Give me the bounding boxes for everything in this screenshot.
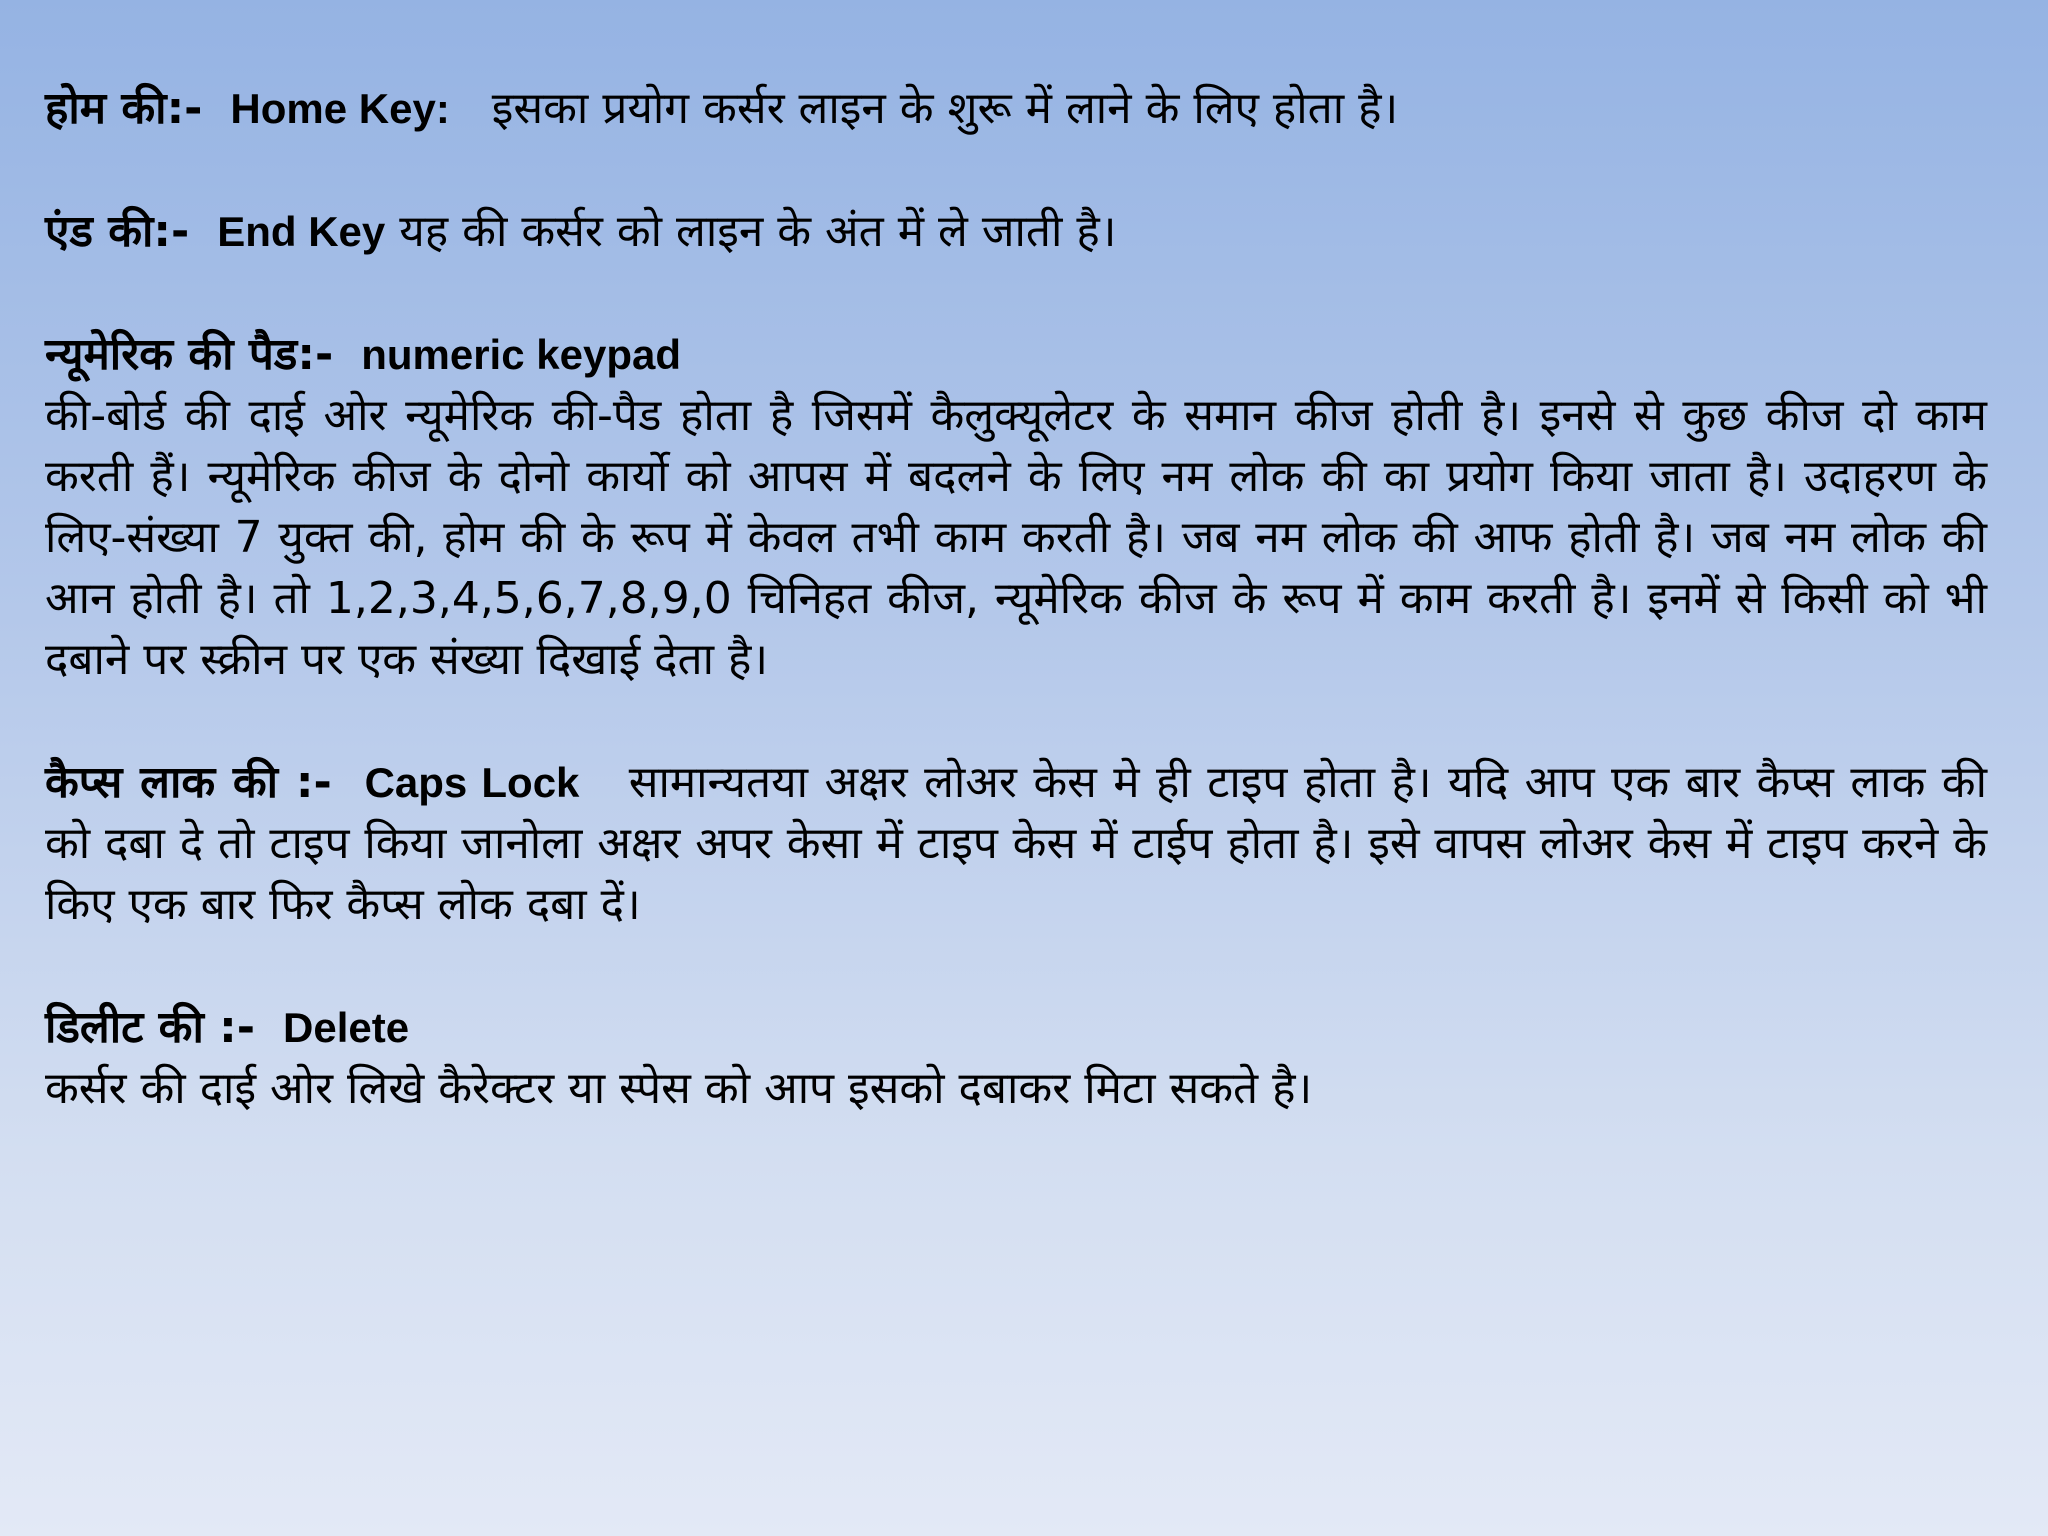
caps-lock-heading-english: Caps Lock	[364, 759, 580, 806]
caps-lock-paragraph	[45, 752, 1987, 935]
spacer	[45, 139, 1987, 201]
delete-key-heading-hindi: डिलीट की :-	[45, 1002, 256, 1053]
caps-lock-heading-hindi: कैप्स लाक की :-	[45, 757, 332, 808]
delete-key-description: कर्सर की दाई ओर लिखे कैरेक्टर या स्पेस को आप इसको दबाकर मिटा सकते है।	[45, 1063, 1313, 1114]
numeric-keypad-heading-line	[45, 324, 1987, 385]
delete-key-heading-line	[45, 997, 1987, 1058]
home-key-description: इसका प्रयोग कर्सर लाइन के शुरू में लाने के लिए होता है।	[491, 83, 1399, 134]
home-key-paragraph	[45, 78, 1987, 139]
numeric-keypad-heading-english: numeric keypad	[361, 331, 682, 378]
end-key-heading-hindi: एंड की:-	[45, 206, 190, 257]
home-key-heading-english: Home Key:	[230, 85, 450, 132]
caps-lock-description: सामान्यतया अक्षर लोअर केस मे ही टाइप होता है। यदि आप एक बार कैप्स लाक की को दबा दे तो टाइप किया जानोला अक्षर अपर केसा में टाइप केस में टाईप होता है। इसे वापस लोअर केस में टाइप करने के किए एक बार फिर कैप्स लोक दबा दें।	[45, 757, 1987, 930]
end-key-description: यह की कर्सर को लाइन के अंत में ले जाती है।	[399, 206, 1117, 257]
spacer	[45, 690, 1987, 752]
spacer	[45, 262, 1987, 324]
numeric-keypad-description: की-बोर्ड की दाई ओर न्यूमेरिक की-पैड होता है जिसमें कैलुक्यूलेटर के समान कीज होती है। इनसे से कुछ कीज दो काम करती हैं। न्यूमेरिक कीज के दोनो कार्यो को आपस में बदलने के लिए नम लोक की का प्रयोग किया जाता है। उदाहरण के लिए-संख्या 7 युक्त की, होम की के रूप में केवल तभी काम करती है। जब नम लोक की आफ होती है। जब नम लोक की आन होती है। तो 1,2,3,4,5,6,7,8,9,0 चिनिहत कीज, न्यूमेरिक कीज के रूप में काम करती है। इनमें से किसी को भी दबाने पर स्क्रीन पर एक संख्या दिखाई देता है।	[45, 390, 1987, 685]
home-key-heading-hindi: होम की:-	[45, 83, 203, 134]
slide-content	[45, 78, 1987, 1119]
end-key-heading-english: End Key	[217, 208, 386, 255]
numeric-keypad-heading-hindi: न्यूमेरिक की पैड:-	[45, 329, 334, 380]
end-key-paragraph	[45, 201, 1987, 262]
spacer	[45, 935, 1987, 997]
delete-key-heading-english: Delete	[283, 1004, 410, 1051]
